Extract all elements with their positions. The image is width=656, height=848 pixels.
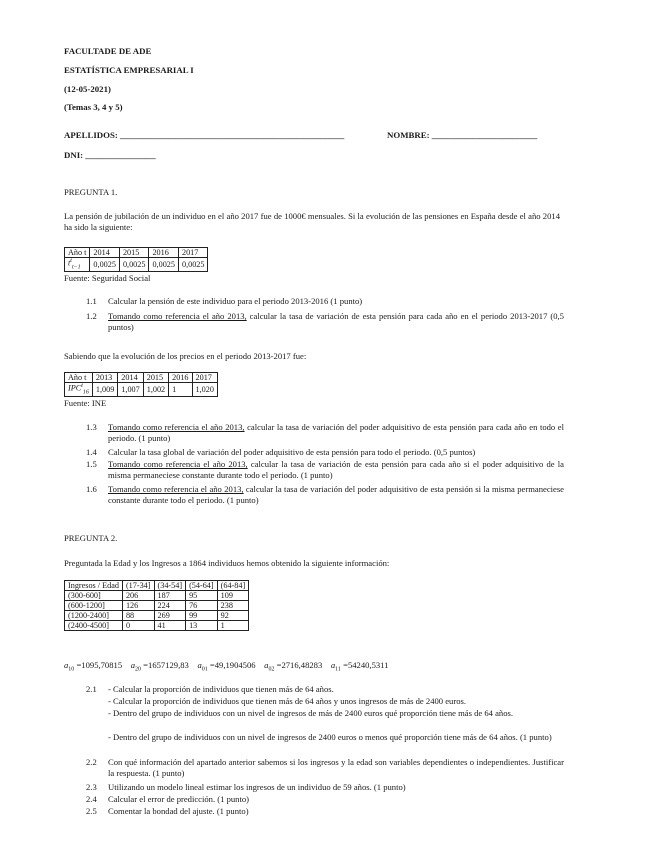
item-text: Tomando como referencia el año 2013, calcular la tasa de variación del poder adquisitivo de esta pensión si la misma permaneciese constante durante todo el periodo. (1 punto)	[108, 484, 564, 505]
income-range: (2400-4500]	[65, 621, 123, 631]
pension-year: 2014	[90, 248, 120, 258]
coefficients-row	[64, 660, 388, 674]
freq-cell: 76	[186, 601, 218, 611]
ipc-value: 1,020	[192, 383, 217, 397]
age-range: (34-54]	[154, 581, 186, 591]
item-number: 1.4	[86, 447, 97, 457]
item-number: 2.4	[86, 794, 97, 804]
item-2-1-line: - Calcular la proporción de individuos que tienen más de 64 años y unos ingresos de más de 2400 euros.	[108, 696, 466, 706]
item-number: 1.1	[86, 296, 97, 306]
item-text: Comentar la bondad del ajuste. (1 punto)	[108, 806, 249, 816]
freq-cell: 0	[122, 621, 154, 631]
freq-cell: 99	[186, 611, 218, 621]
coefficient: $a_{11} =54240,5311$	[330, 660, 389, 673]
nombre-row	[387, 130, 537, 141]
ipc-year: 2017	[192, 373, 217, 383]
table-row	[65, 621, 249, 631]
exam-topics: (Temas 3, 4 y 5)	[64, 102, 123, 112]
ipc-table-header	[65, 373, 218, 383]
q1-intro: La pensión de jubilación de un individuo en el año 2017 fue de 1000€ mensuales. Si la evolución de las pensiones en España desde el año 2014 ha sido la siguiente:	[64, 211, 560, 232]
pension-table-header	[65, 248, 208, 258]
item-2-1-line: - Calcular la proporción de individuos que tienen más de 64 años.	[108, 684, 334, 694]
pension-rate-label: $t^t_{t-1}$	[65, 258, 90, 272]
table-row	[65, 611, 249, 621]
item-number: 2.5	[86, 806, 97, 816]
item-2-1-number: 2.1	[86, 684, 97, 694]
item-text: Calcular la pensión de este individuo para el periodo 2013-2016 (1 punto)	[108, 296, 363, 306]
freq-cell: 95	[186, 591, 218, 601]
item-number: 1.5	[86, 459, 97, 469]
item-text: Calcular el error de predicción. (1 punto)	[108, 794, 250, 804]
source-2: Fuente: INE	[64, 398, 107, 408]
ipc-table	[64, 372, 218, 397]
item-text: Tomando como referencia el año 2013, calcular la tasa de variación del poder adquisitivo de esta pensión para cada año en todo el periodo. (1 punto)	[108, 422, 564, 443]
ipc-year: 2014	[118, 373, 143, 383]
item-text: Con qué información del apartado anterior sabemos si los ingresos y la edad son variables dependientes o independientes. Justificar la respuesta. (1 punto)	[108, 757, 564, 778]
pension-rate: 0,0025	[119, 258, 149, 272]
freq-cell: 269	[154, 611, 186, 621]
income-range: (1200-2400]	[65, 611, 123, 621]
item-text: Tomando como referencia el año 2013, calcular la tasa de variación de esta pensión para cada año en el periodo 2013-2017 (0,5 puntos)	[108, 311, 564, 332]
item-text: Calcular la tasa global de variación del poder adquisitivo de esta pensión para todo el periodo. (0,5 puntos)	[108, 447, 476, 457]
coefficient: $a_{20} =1657129,83$	[130, 660, 189, 673]
pension-year: 2017	[178, 248, 208, 258]
freq-cell: 224	[154, 601, 186, 611]
coefficient: $a_{01} =49,1904506$	[197, 660, 256, 673]
pension-table-corner: Año t	[65, 248, 90, 258]
pension-table	[64, 247, 208, 272]
ipc-value: 1	[169, 383, 192, 397]
item-text: Utilizando un modelo lineal estimar los ingresos de un individuo de 59 años. (1 punto)	[108, 782, 406, 792]
coefficient: $a_{10} =1095,70815$	[64, 660, 123, 673]
freq-cell: 206	[122, 591, 154, 601]
pension-rate: 0,0025	[90, 258, 120, 272]
pension-table-values	[65, 258, 208, 272]
nombre-line[interactable]: ________________________	[431, 130, 538, 140]
q2-intro: Preguntada la Edad y los Ingresos a 1864 individuos hemos obtenido la siguiente información:	[64, 558, 390, 568]
income-age-corner: Ingresos / Edad	[65, 581, 123, 591]
dni-label: DNI:	[64, 150, 84, 160]
freq-cell: 1	[217, 621, 249, 631]
ipc-value: 1,009	[92, 383, 117, 397]
income-range: (600-1200]	[65, 601, 123, 611]
faculty-title: FACULTADE DE ADE	[64, 46, 152, 56]
income-age-header	[65, 581, 249, 591]
q1-title: PREGUNTA 1.	[64, 187, 118, 197]
item-number: 1.2	[86, 311, 97, 321]
freq-cell: 238	[217, 601, 249, 611]
pension-year: 2016	[149, 248, 179, 258]
freq-cell: 41	[154, 621, 186, 631]
freq-cell: 109	[217, 591, 249, 601]
item-number: 1.3	[86, 422, 97, 432]
freq-cell: 13	[186, 621, 218, 631]
coefficient: $a_{02} =2716,48283$	[264, 660, 323, 673]
freq-cell: 88	[122, 611, 154, 621]
age-range: (17-34]	[122, 581, 154, 591]
ipc-year: 2013	[92, 373, 117, 383]
dni-line[interactable]: ________________	[85, 150, 156, 160]
freq-cell: 126	[122, 601, 154, 611]
nombre-label: NOMBRE:	[387, 130, 430, 140]
apellidos-row	[64, 130, 344, 141]
item-number: 2.3	[86, 782, 97, 792]
pension-year: 2015	[119, 248, 149, 258]
income-age-table	[64, 580, 249, 631]
item-number: 2.2	[86, 757, 97, 767]
dni-row	[64, 150, 156, 161]
ipc-table-corner: Año t	[65, 373, 93, 383]
item-2-1-line: - Dentro del grupo de individuos con un nivel de ingresos de más de 2400 euros qué proporción tiene más de 64 años.	[108, 708, 514, 718]
freq-cell: 187	[154, 591, 186, 601]
ipc-label: $IPC^t_{16}$	[65, 383, 93, 397]
apellidos-label: APELLIDOS:	[64, 130, 118, 140]
ipc-value: 1,007	[118, 383, 143, 397]
apellidos-line[interactable]: ___________________________________________________	[119, 130, 345, 140]
table-row	[65, 591, 249, 601]
ipc-year: 2015	[143, 373, 168, 383]
course-title: ESTATÍSTICA EMPRESARIAL I	[64, 65, 194, 75]
table-row	[65, 601, 249, 611]
item-text: Tomando como referencia el año 2013, calcular la tasa de variación de esta pensión para cada año si el poder adquisitivo de la misma permaneciese constante durante todo el periodo. (1 punto)	[108, 459, 564, 480]
item-2-1-line: - Dentro del grupo de individuos con un nivel de ingresos de 2400 euros o menos qué proporción tiene más de 64 años. (1 punto)	[108, 732, 552, 742]
age-range: (64-84]	[217, 581, 249, 591]
ipc-year: 2016	[169, 373, 192, 383]
exam-date: (12-05-2021)	[64, 84, 111, 94]
age-range: (54-64]	[186, 581, 218, 591]
ipc-value: 1,002	[143, 383, 168, 397]
ipc-table-values	[65, 383, 218, 397]
item-number: 1.6	[86, 484, 97, 494]
q2-title: PREGUNTA 2.	[64, 533, 118, 543]
pension-rate: 0,0025	[178, 258, 208, 272]
prices-intro: Sabiendo que la evolución de los precios en el periodo 2013-2017 fue:	[64, 351, 307, 361]
freq-cell: 92	[217, 611, 249, 621]
pension-rate: 0,0025	[149, 258, 179, 272]
source-1: Fuente: Seguridad Social	[64, 273, 151, 283]
income-range: (300-600]	[65, 591, 123, 601]
